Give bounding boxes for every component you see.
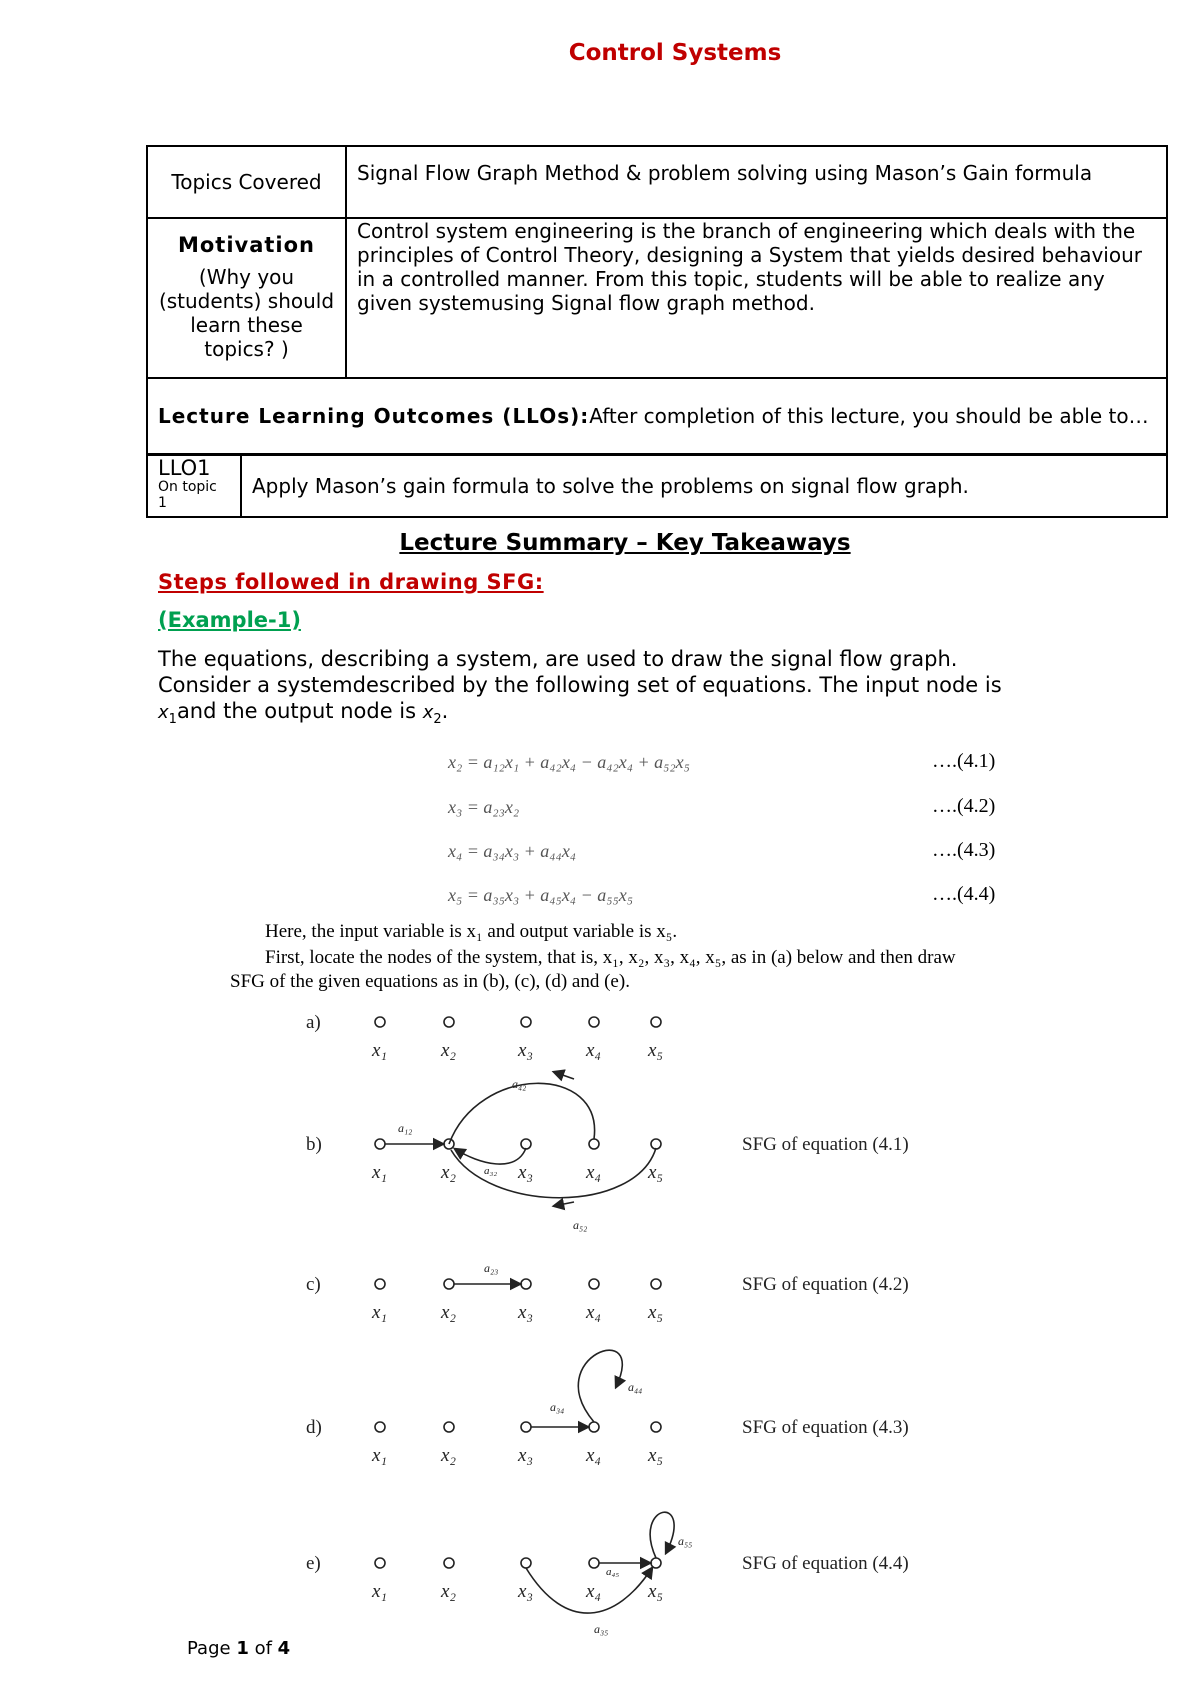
sfg-node xyxy=(589,1279,599,1289)
sfg-node-label: x₃ xyxy=(518,1445,534,1466)
sfg-node xyxy=(375,1017,385,1027)
para-line-1: The equations, describing a system, are used to draw the signal flow graph. xyxy=(158,647,958,671)
sfg-node-label: x₂ xyxy=(441,1162,457,1183)
llo1-id: LLO1 xyxy=(158,456,211,480)
sfg-row-label: a) xyxy=(306,1012,321,1033)
llo1-text: Apply Mason’s gain formula to solve the problems on signal flow graph. xyxy=(241,454,1167,517)
sfg-gain: a₅₂ xyxy=(573,1218,588,1232)
sfg-branch xyxy=(578,1350,622,1422)
motivation-label: Motivation xyxy=(177,233,316,257)
sfg-node xyxy=(444,1422,454,1432)
sfg-node xyxy=(589,1017,599,1027)
sfg-node-label: x₄ xyxy=(586,1162,602,1183)
sfg-node-label: x₅ xyxy=(648,1162,664,1183)
sfg-node-label: x₄ xyxy=(586,1581,602,1602)
sfg-row-label: c) xyxy=(306,1274,321,1295)
sfg-node xyxy=(651,1017,661,1027)
sfg-node xyxy=(589,1558,599,1568)
equation-4: x₅ = a₃₅x₃ + a₄₅x₄ − a₅₅x₅ xyxy=(448,885,633,905)
sfg-node-label: x₃ xyxy=(518,1581,534,1602)
sfg-row-label: b) xyxy=(306,1134,322,1155)
sfg-node xyxy=(521,1422,531,1432)
sfg-caption: SFG of equation (4.2) xyxy=(742,1274,909,1295)
sfg-branch xyxy=(449,1083,595,1144)
sfg-node xyxy=(651,1139,661,1149)
sfg-node-label: x₅ xyxy=(648,1302,664,1323)
sfg-row-label: e) xyxy=(306,1553,321,1574)
sfg-node-label: x₂ xyxy=(441,1581,457,1602)
page-footer: Page 1 of 4 xyxy=(187,1638,291,1659)
sfg-gain: a₃₅ xyxy=(594,1622,609,1636)
sfg-node-label: x₁ xyxy=(372,1040,388,1061)
sfg-node-label: x₁ xyxy=(372,1302,388,1323)
sfg-node xyxy=(375,1422,385,1432)
figure-text-1: Here, the input variable is x₁ and output variable is x₅. xyxy=(265,921,678,942)
sfg-row-label: d) xyxy=(306,1417,322,1438)
sfg-caption: SFG of equation (4.3) xyxy=(742,1417,909,1438)
sfg-gain: a₂₃ xyxy=(484,1261,499,1275)
sfg-node xyxy=(375,1279,385,1289)
sfg-node-label: x₂ xyxy=(441,1302,457,1323)
sfg-node-label: x₃ xyxy=(518,1040,534,1061)
sfg-node-label: x₅ xyxy=(648,1040,664,1061)
sfg-node xyxy=(651,1279,661,1289)
equation-3: x₄ = a₃₄x₃ + a₄₄x₄ xyxy=(448,841,577,861)
page-title: Control Systems xyxy=(568,40,782,66)
sfg-branch xyxy=(554,1072,574,1079)
sfg-node-label: x₃ xyxy=(518,1302,534,1323)
para-line-2: Consider a systemdescribed by the following set of equations. The input node is xyxy=(158,673,1002,697)
example-heading: (Example-1) xyxy=(158,608,301,632)
sfg-gain: a₄₄ xyxy=(628,1380,643,1394)
sfg-node-label: x₄ xyxy=(586,1302,602,1323)
sfg-node xyxy=(521,1139,531,1149)
sfg-node-label: x₁ xyxy=(372,1445,388,1466)
equation-4-number: ….(4.4) xyxy=(932,883,996,905)
sfg-node-label: x₁ xyxy=(372,1581,388,1602)
sfg-node xyxy=(444,1558,454,1568)
sfg-branch xyxy=(451,1148,656,1198)
sfg-gain: a₃₂ xyxy=(484,1165,498,1177)
figure-text-3: SFG of the given equations as in (b), (c), (d) and (e). xyxy=(230,971,630,992)
steps-heading: Steps followed in drawing SFG: xyxy=(158,570,544,594)
equation-1-number: ….(4.1) xyxy=(932,750,996,772)
sfg-gain: a₅₅ xyxy=(678,1534,693,1548)
sfg-node xyxy=(521,1279,531,1289)
sfg-node xyxy=(651,1558,661,1568)
llo-heading: Lecture Learning Outcomes (LLOs): xyxy=(158,404,590,428)
sfg-branch xyxy=(455,1148,526,1164)
equation-2-number: ….(4.2) xyxy=(932,795,996,817)
motivation-sub: (Why you (students) should learn these topics? ) xyxy=(158,265,335,361)
sfg-node-label: x₂ xyxy=(441,1040,457,1061)
motivation-text: Control system engineering is the branch of engineering which deals with the principles of Control Theory, designing a System that yields desired behaviour in a controlled manner. From this topic, students will be able to realize any given systemusing Signal flow graph method. xyxy=(346,218,1167,378)
sfg-node-label: x₁ xyxy=(372,1162,388,1183)
equation-1: x₂ = a₁₂x₁ + a₄₂x₄ − a₄₂x₄ + a₅₂x₅ xyxy=(448,752,690,772)
para-line-3: $x_1and$ the output node is $x_2$. xyxy=(158,699,449,728)
sfg-node xyxy=(589,1422,599,1432)
sfg-node-label: x₃ xyxy=(518,1162,534,1183)
equation-3-number: ….(4.3) xyxy=(932,839,996,861)
sfg-node-label: x₂ xyxy=(441,1445,457,1466)
sfg-caption: SFG of equation (4.1) xyxy=(742,1134,909,1155)
sfg-node-label: x₄ xyxy=(586,1040,602,1061)
topics-value: Signal Flow Graph Method & problem solving using Mason’s Gain formula xyxy=(346,146,1167,218)
sfg-caption: SFG of equation (4.4) xyxy=(742,1553,909,1574)
sfg-gain: a₄₂ xyxy=(512,1077,527,1091)
sfg-node-label: x₄ xyxy=(586,1445,602,1466)
sfg-node xyxy=(589,1139,599,1149)
summary-title: Lecture Summary – Key Takeaways xyxy=(399,530,851,556)
sfg-node-label: x₅ xyxy=(648,1445,664,1466)
sfg-node xyxy=(444,1279,454,1289)
page-number: 1 xyxy=(236,1638,249,1659)
sfg-gain: a₄₅ xyxy=(606,1566,620,1578)
sfg-node xyxy=(651,1422,661,1432)
sfg-gain: a₃₄ xyxy=(550,1400,565,1414)
llo-heading-rest: After completion of this lecture, you should be able to… xyxy=(589,404,1149,428)
topics-label: Topics Covered xyxy=(147,146,346,218)
sfg-node xyxy=(521,1017,531,1027)
sfg-gain: a₁₂ xyxy=(398,1121,413,1135)
figure-text-2: First, locate the nodes of the system, that is, x₁, x₂, x₃, x₄, x₅, as in (a) below and then draw xyxy=(265,947,956,968)
equation-2: x₃ = a₂₃x₂ xyxy=(448,797,520,817)
sfg-branch xyxy=(650,1512,674,1558)
page-count: 4 xyxy=(277,1638,291,1659)
sfg-node xyxy=(375,1558,385,1568)
sfg-branch xyxy=(554,1202,574,1206)
sfg-node xyxy=(521,1558,531,1568)
sfg-node xyxy=(444,1017,454,1027)
sfg-node-label: x₅ xyxy=(648,1581,664,1602)
llo1-topic: On topic 1 xyxy=(158,479,217,511)
sfg-node xyxy=(375,1139,385,1149)
